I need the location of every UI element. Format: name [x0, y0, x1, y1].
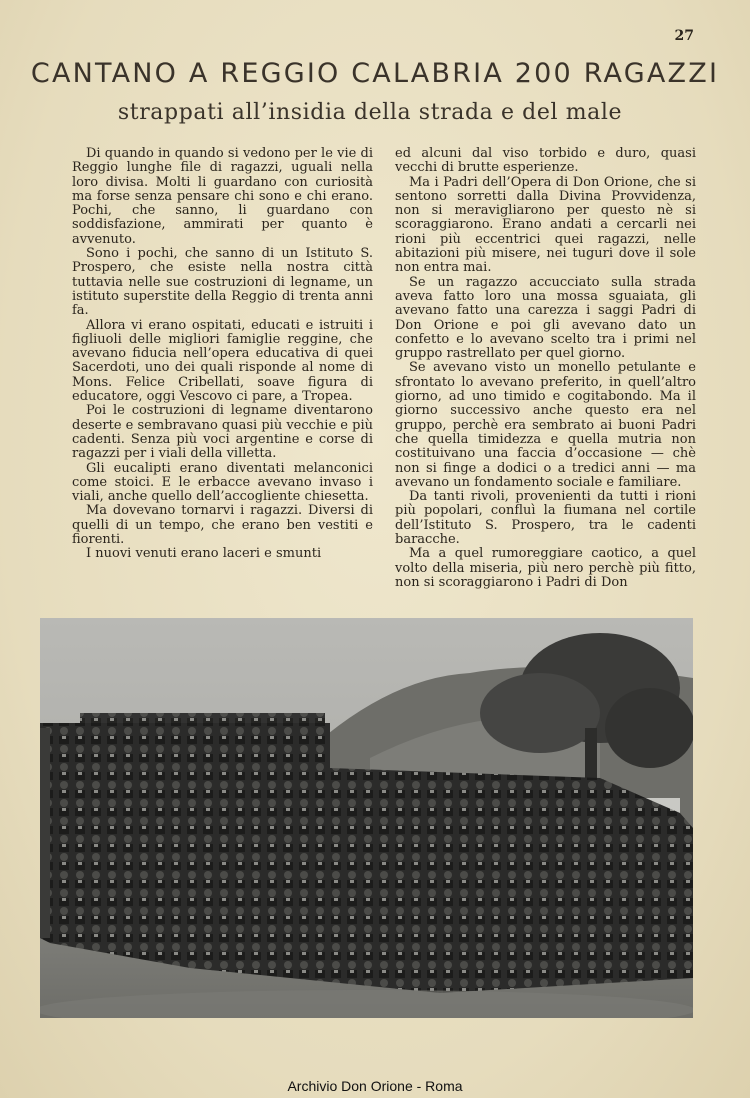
- paragraph: Di quando in quando si vedono per le vie di Reggio lunghe file di ragazzi, uguali nella loro divisa. Molti li guardano con curiosità ma forse senza pensare chi sono e chi erano. Pochi, che sanno, li guardano con soddisfazione, ammirati per quanto è avvenuto.: [72, 146, 373, 247]
- article-title: CANTANO A REGGIO CALABRIA 200 RAGAZZI: [30, 58, 720, 89]
- article-body: [72, 147, 696, 607]
- paragraph: Poi le costruzioni di legname diventarono deserte e sembravano quasi più vecchie e più cadenti. Senza più voci argentine e corse di ragazzi per i viali della villetta.: [72, 403, 373, 462]
- archive-footer: Archivio Don Orione - Roma: [287, 1078, 463, 1094]
- page-number: 27: [674, 28, 694, 44]
- paragraph: Sono i pochi, che sanno di un Istituto S. Prospero, che esiste nella nostra città tuttavia nelle sue costruzioni di legname, un istituto superstite della Reggio di trenta anni fa.: [72, 246, 373, 319]
- paragraph: Ma i Padri dell’Opera di Don Orione, che si sentono sorretti dalla Divina Provvidenza, non si meravigliarono per questo nè si scoraggiarono. Erano andati a cercarli nei rioni più eccentrici quei ragazzi, nelle abitazioni più misere, nei tuguri dove il sole non entra mai.: [395, 174, 696, 276]
- column-left: [72, 147, 373, 607]
- paragraph: Ma dovevano tornarvi i ragazzi. Diversi di quelli di un tempo, che erano ben vestiti e fiorenti.: [72, 503, 373, 548]
- paragraph: Se avevano visto un monello petulante e sfrontato lo avevano preferito, in quell’altro giorno, ad uno timido e cogitabondo. Ma il giorno successivo anche questo era nel gruppo, perchè era sembrato ai buoni Padri che quella timidezza e quella mutria non costituivano una faccia d’occasione — chè non si finge a dodici o a tredici anni — ma avevano un fondamento sociale e familiare.: [395, 360, 696, 490]
- paragraph: ed alcuni dal viso torbido e duro, quasi vecchi di brutte esperienze.: [395, 146, 696, 176]
- paragraph: Se un ragazzo accucciato sulla strada aveva fatto loro una mossa sguaiata, gli avevano fatto una carezza i saggi Padri di Don Orione e poi gli avevano dato un confetto e lo avevano scelto tra i primi nel gruppo rastrellato per quel giorno.: [395, 274, 696, 362]
- paragraph: Gli eucalipti erano diventati melanconici come stoici. E le erbacce avevano invaso i viali, anche quello dell’accogliente chiesetta.: [72, 460, 373, 505]
- group-photo: [40, 618, 693, 1018]
- group-photo-image: [40, 618, 693, 1018]
- column-right: [395, 147, 696, 607]
- article-subtitle: strappati all’insidia della strada e del male: [117, 100, 623, 125]
- paragraph: Ma a quel rumoreggiare caotico, a quel volto della miseria, più nero perchè più fitto, non si scoraggiarono i Padri di Don: [395, 546, 696, 590]
- paragraph: I nuovi venuti erano laceri e smunti: [86, 546, 322, 562]
- paragraph: Allora vi erano ospitati, educati e istruiti i figliuoli delle migliori famiglie reggine, che avevano fiducia nell’opera educativa di quei Sacerdoti, uno dei quali risponde al nome di Mons. Felice Cribellati, soave figura di educatore, oggi Vescovo ci pare, a Tropea.: [72, 317, 373, 405]
- paragraph: Da tanti rivoli, provenienti da tutti i rioni più popolari, confluì la fiumana nel cortile dell’Istituto S. Prospero, tra le cadenti baracche.: [395, 489, 696, 548]
